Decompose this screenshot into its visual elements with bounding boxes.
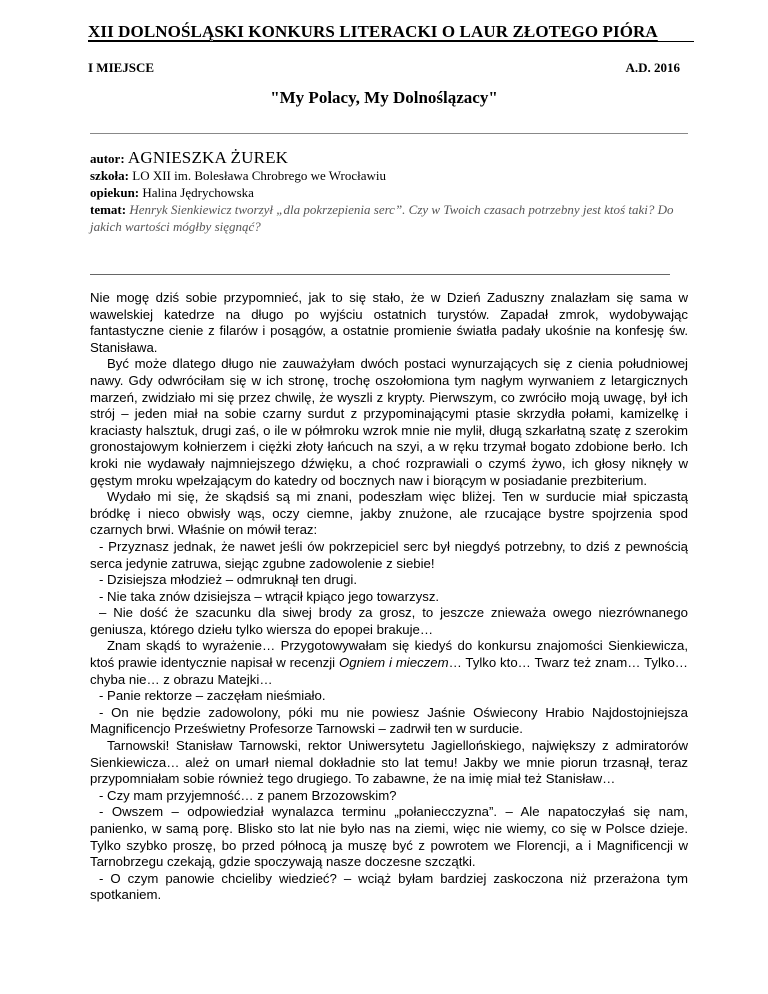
dialogue-line: - Owszem – odpowiedział wynalazca terminu „połaniecczyzna”. – Ale napatoczyłaś się nam, panienko, w samą porę. Blisko sto lat nie było nas na ziemi, więc nie wiemy, co się w Polsce dzieje. Tylko szybko proszę, bo przed północą ja muszę być z powrotem we Florencji, a i Magnificencji w Tarnobrzegu czekają, gdzie spoczywają nasze doczesne szczątki.: [90, 804, 688, 870]
school-label: szkoła:: [90, 168, 129, 183]
author-name: AGNIESZKA ŻUREK: [127, 148, 289, 167]
topic-label: temat:: [90, 202, 127, 217]
dialogue-line: - Czy mam przyjemność… z panem Brzozowskim?: [99, 787, 397, 803]
topic-text: Henryk Sienkiewicz tworzył „dla pokrzepienia serc”. Czy w Twoich czasach potrzebny jest ktoś taki? Do jakich wartości mógłby sięgnąć?: [90, 202, 674, 234]
school-row: [90, 167, 680, 184]
paragraph: Tarnowski! Stanisław Tarnowski, rektor Uniwersytetu Jagiellońskiego, największy z admiratorów Sienkiewicza… ależ on umarł niemal dokładnie sto lat temu! Jakby we mnie piorun trzasnął, teraz przypomniałam sobie również tego drugiego. To zabawne, że na imię miał też Stanisław…: [90, 738, 688, 787]
dialogue-line: - Przyznasz jednak, że nawet jeśli ów pokrzepiciel serc był niegdyś potrzebny, to dziś z pewnością serca jedynie zatruwa, siejąc zgubne zadowolenie z siebie!: [90, 538, 688, 571]
author-row: [90, 149, 680, 167]
dialogue-line: - Panie rektorze – zaczęłam nieśmiało.: [99, 688, 326, 704]
contest-motto: "My Polacy, My Dolnoślązacy": [270, 88, 498, 107]
tutor-name: Halina Jędrychowska: [142, 185, 254, 200]
place-label: I MIEJSCE: [88, 60, 155, 75]
separator-line: [90, 133, 688, 134]
dialogue-line: - Nie taka znów dzisiejsza – wtrącił kpiąco jego towarzysz.: [99, 588, 440, 604]
author-label: autor:: [90, 151, 125, 166]
dialogue-line: – Nie dość że szacunku dla siwej brody za grosz, to jeszcze znieważa owego niezrównanego geniusza, którego dziełu tylko wiersza do epopei brakuje…: [90, 605, 688, 637]
paragraph: Być może dlatego długo nie zauważyłam dwóch postaci wynurzających się z cienia południowej nawy. Gdy odwróciłam się w ich stronę, trochę oszołomiona tym nagłym wyrwaniem z letargicznych marzeń, zwidziało mi się przez chwilę, że wyszli z krypty. Pierwszym, co zwróciło moją uwagę, był ich strój – jeden miał na sobie czarny surdut z przypominającymi ptasie skrzydła połami, kamizelkę i kraciasty halsztuk, drugi zaś, o ile w półmroku wzrok mnie nie mylił, długą szkarłatną szatę z szerokim gronostajowym kołnierzem i ciężki złoty łańcuch na szyi, a w ręku trzymał bogato zdobione berło. Ich kroki nie wydawały najmniejszego dźwięku, a choć rozprawiali o czymś żywo, ich głosy niknęły w gęstym mroku wpełzającym do katedry od bocznych naw i biorącym w posiadanie prezbiterium.: [90, 356, 688, 488]
text-span: Znam skądś to wyrażenie… Przygotowywałam się kiedyś do konkursu znajomości Sienkiewicza, ktoś prawie identycznie napisał w recenzji: [90, 638, 688, 671]
entry-metadata: [90, 149, 680, 235]
paragraph: Nie mogę dziś sobie przypomnieć, jak to się stało, że w Dzień Zaduszny znalazłam się sama w wawelskiej katedrze na długo po wyjściu ostatnich turystów. Zapadał zmrok, wydobywając fantastyczne cienie z filarów i posągów, a ostatnie promienie światła padały ukośnie na konfesję św. Stanisława.: [90, 290, 688, 355]
paragraph: Wydało mi się, że skądsiś są mi znani, podeszłam więc bliżej. Ten w surducie miał spiczastą bródkę i nieco obwisły wąs, oczy ciemne, jakby znużone, ale rzucające bystre spojrzenia spod czarnych brwi. Właśnie on mówił teraz:: [90, 489, 688, 538]
title-underline: [88, 41, 694, 42]
essay-body: [90, 290, 688, 904]
paragraph: [90, 638, 688, 688]
year-label: A.D. 2016: [625, 60, 680, 75]
topic-row: [90, 201, 680, 235]
text-span: … Tylko kto… Twarz też znam… Tylko… chyba nie… z obrazu Matejki…: [90, 655, 688, 687]
book-title: Ogniem i mieczem: [338, 655, 449, 671]
contest-title: XII DOLNOŚLĄSKI KONKURS LITERACKI O LAUR ZŁOTEGO PIÓRA: [88, 22, 658, 41]
dialogue-line: - O czym panowie chcieliby wiedzieć? – wciąż byłam bardziej zaskoczona niż przerażona tym spotkaniem.: [90, 870, 688, 903]
tutor-label: opiekun:: [90, 185, 140, 200]
separator-line-2: [90, 274, 670, 275]
tutor-row: [90, 184, 680, 201]
dialogue-line: - On nie będzie zadowolony, póki mu nie powiesz Jaśnie Oświecony Hrabio Najdostojniejsza Magnificencjo Prześwietny Profesorze Tarnowski – zadrwił ten w surducie.: [90, 704, 688, 737]
school-name: LO XII im. Bolesława Chrobrego we Wrocławiu: [132, 168, 387, 183]
dialogue-line: - Dzisiejsza młodzież – odmruknął ten drugi.: [99, 572, 357, 588]
